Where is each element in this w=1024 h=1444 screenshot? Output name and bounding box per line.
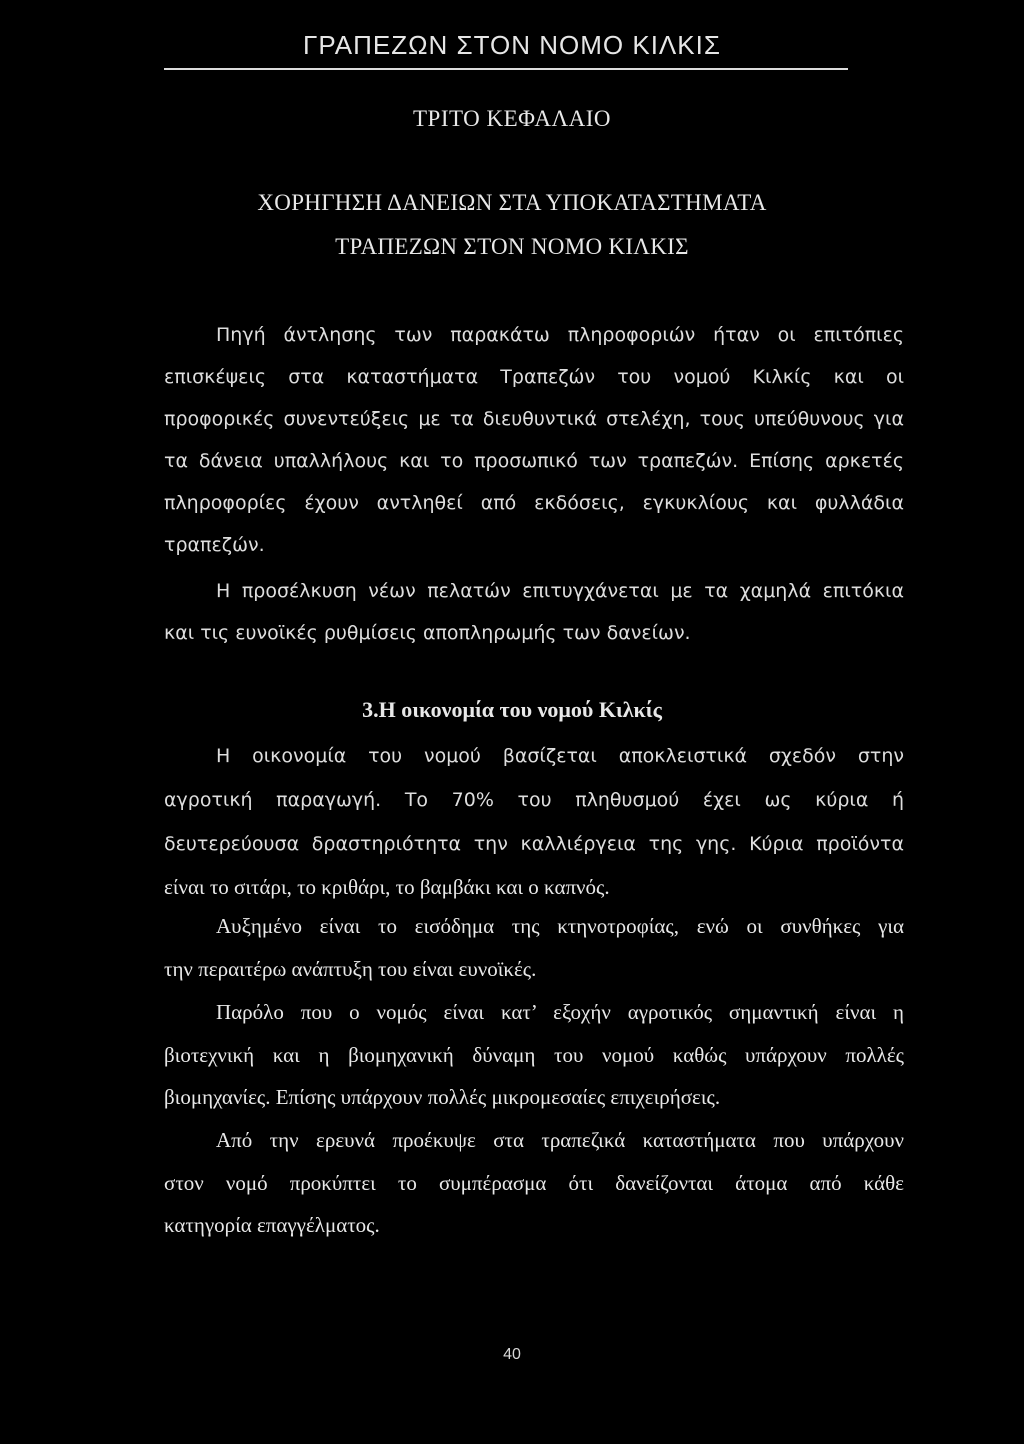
section-line: αγροτική παραγωγή. Το 70% του πληθυσμού έχει ως κύρια ή [164,789,904,811]
intro-line: πληροφορίες έχουν αντληθεί από εκδόσεις, εγκυκλίους και φυλλάδια [164,492,904,514]
section-line: στον νομό προκύπτει το συμπέρασμα ότι δανείζονται άτομα από κάθε [164,1171,904,1195]
main-heading-line-1: ΧΟΡΗΓΗΣΗ ΔΑΝΕΙΩΝ ΣΤΑ ΥΠΟΚΑΤΑΣΤΗΜΑΤΑ [257,190,767,215]
intro-line: προφορικές συνεντεύξεις με τα διευθυντικά στελέχη, τους υπεύθυνους για [164,408,904,430]
chapter-title: ΤΡΙΤΟ ΚΕΦΑΛΑΙΟ [412,106,612,131]
intro-line: επισκέψεις στα καταστήματα Τραπεζών του νομού Κιλκίς και οι [164,366,904,388]
section-line: την περαιτέρω ανάπτυξη του είναι ευνοϊκές. [164,957,537,981]
section-line: είναι το σιτάρι, το κριθάρι, το βαμβάκι και ο καπνός. [164,875,610,899]
intro-line: τραπεζών. [164,534,265,556]
intro-line: και τις ευνοϊκές ρυθμίσεις αποπληρωμής των δανείων. [164,622,691,644]
intro-line: Η προσέλκυση νέων πελατών επιτυγχάνεται με τα χαμηλά επιτόκια [216,580,904,602]
section-line: βιομηχανίες. Επίσης υπάρχουν πολλές μικρομεσαίες επιχειρήσεις. [164,1085,721,1109]
section-line: Από την ερευνά προέκυψε στα τραπεζικά καταστήματα που υπάρχουν [216,1128,904,1152]
intro-line: τα δάνεια υπαλλήλους και το προσωπικό των τραπεζών. Επίσης αρκετές [164,450,904,472]
intro-line: Πηγή άντλησης των παρακάτω πληροφοριών ήταν οι επιτόπιες [216,324,904,346]
section-line: δευτερεύουσα δραστηριότητα την καλλιέργεια της γης. Κύρια προϊόντα [164,833,904,855]
header-rule [164,68,848,70]
section-line: κατηγορία επαγγέλματος. [164,1213,380,1237]
section-line: βιοτεχνική και η βιομηχανική δύναμη του νομού καθώς υπάρχουν πολλές [164,1043,904,1067]
section-title: 3.Η οικονομία του νομού Κιλκίς [362,697,662,722]
section-line: Η οικονομία του νομού βασίζεται αποκλειστικά σχεδόν στην [216,745,904,767]
section-line: Αυξημένο είναι το εισόδημα της κτηνοτροφίας, ενώ οι συνθήκες για [216,914,904,938]
running-header: ΓΡΑΠΕΖΩΝ ΣΤΟΝ ΝΟΜΟ ΚΙΛΚΙΣ [303,30,721,60]
section-line: Παρόλο που ο νομός είναι κατ’ εξοχήν αγροτικός σημαντική είναι η [216,1000,904,1024]
main-heading-line-2: ΤΡΑΠΕΖΩΝ ΣΤΟΝ ΝΟΜΟ ΚΙΛΚΙΣ [335,234,689,259]
page-number: 40 [503,1346,521,1363]
